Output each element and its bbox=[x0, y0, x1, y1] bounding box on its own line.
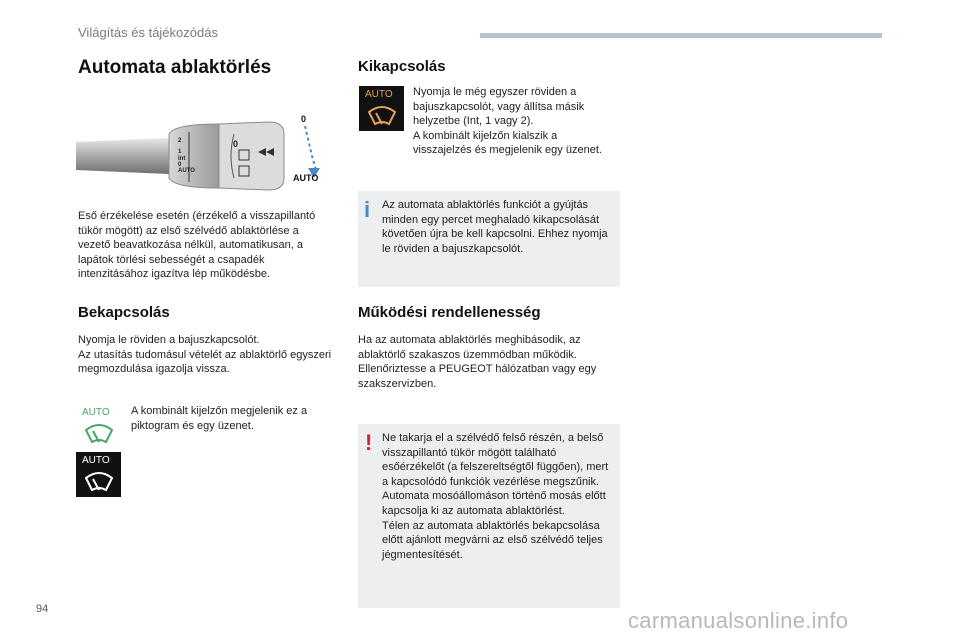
auto-wiper-orange-icon bbox=[359, 86, 404, 131]
section-title: Világítás és tájékozódás bbox=[78, 25, 218, 40]
stalk-mark-0: 0 bbox=[301, 114, 307, 124]
stalk-pos-0: 0 bbox=[178, 162, 182, 168]
stalk-pos-int: Int bbox=[178, 156, 186, 162]
info-icon: i bbox=[364, 197, 371, 222]
page-number: 94 bbox=[36, 603, 49, 615]
rendellenesseg-paragraph: Ha az automata ablaktörlés meghibásodik, az ablaktörlő szakaszos üzemmódban működik. Ellenőriztesse a PEUGEOT hálózatban vagy egy szakszervizben. bbox=[358, 334, 597, 390]
header-bar bbox=[480, 33, 882, 38]
rendellenesseg-heading: Működési rendellenesség bbox=[358, 304, 541, 321]
auto-wiper-white-icon bbox=[76, 452, 121, 497]
bekapcsolas-icon-text: A kombinált kijelzőn megjelenik ez a piktogram és egy üzenet. bbox=[131, 405, 308, 432]
info-box-text: Az automata ablaktörlés funkciót a gyújtás minden egy percet meghaladó kikapcsolását követően újra be kell kapcsolni. Ehhez nyomja le röviden a bajuszkapcsolót. bbox=[382, 199, 608, 255]
auto-orange-label: AUTO bbox=[365, 89, 393, 100]
bekapcsolas-paragraph: Nyomja le röviden a bajuszkapcsolót. Az utasítás tudomásul vételét az ablaktörlő egyszeri megmozdulása igazolja vissza. bbox=[78, 334, 332, 376]
info-box bbox=[358, 191, 620, 287]
intro-paragraph: Eső érzékelése esetén (érzékelő a visszapillantó tükör mögött) az első szélvédő ablaktörlése a vezető beavatkozása nélkül, automatikusan, a lapátok törlési sebességét a csapadék intenzitásához igazítva lép működésbe. bbox=[78, 210, 316, 281]
wiper-stalk-illustration bbox=[74, 112, 324, 194]
ring-pos-0: 0 bbox=[233, 139, 239, 149]
kikapcsolas-paragraph: Nyomja le még egyszer röviden a bajuszkapcsolót, vagy állítsa másik helyzetbe (Int, 1 vagy 2). A kombinált kijelzőn kialszik a visszajelzés és megjelenik egy üzenet. bbox=[413, 86, 602, 157]
auto-wiper-green-icon bbox=[76, 405, 121, 450]
stalk-pos-2: 2 bbox=[178, 138, 182, 144]
kikapcsolas-heading: Kikapcsolás bbox=[358, 58, 446, 75]
stalk-mark-auto: AUTO bbox=[293, 173, 319, 183]
bekapcsolas-heading: Bekapcsolás bbox=[78, 304, 170, 321]
page-title: Automata ablaktörlés bbox=[78, 57, 272, 78]
wiper-white-icon bbox=[84, 470, 114, 494]
wiper-orange-icon bbox=[367, 104, 397, 128]
auto-white-label: AUTO bbox=[82, 455, 110, 466]
warning-box bbox=[358, 424, 620, 608]
watermark: carmanualsonline.info bbox=[628, 608, 849, 633]
stalk-pos-1: 1 bbox=[178, 149, 182, 155]
warning-box-text: Ne takarja el a szélvédő felső részén, a belső visszapillantó tükör mögött található esőérzékelőt (a felszereltségtől függően), mert a kapcsolódó funkciók vezérlése megszűnik. Automata mosóállomáson történő mosás előtt kapcsolja ki az automata ablaktörlést. Télen az automata ablaktörlés bekapcsolása előtt ajánlott megvárni az első szélvédő teljes jégmentesítését. bbox=[382, 432, 609, 561]
auto-green-label: AUTO bbox=[82, 407, 110, 418]
wiper-stalk-drawing bbox=[74, 112, 324, 194]
warning-icon: ! bbox=[365, 430, 373, 455]
stalk-pos-auto: AUTO bbox=[178, 168, 195, 174]
wiper-green-icon bbox=[84, 422, 114, 446]
